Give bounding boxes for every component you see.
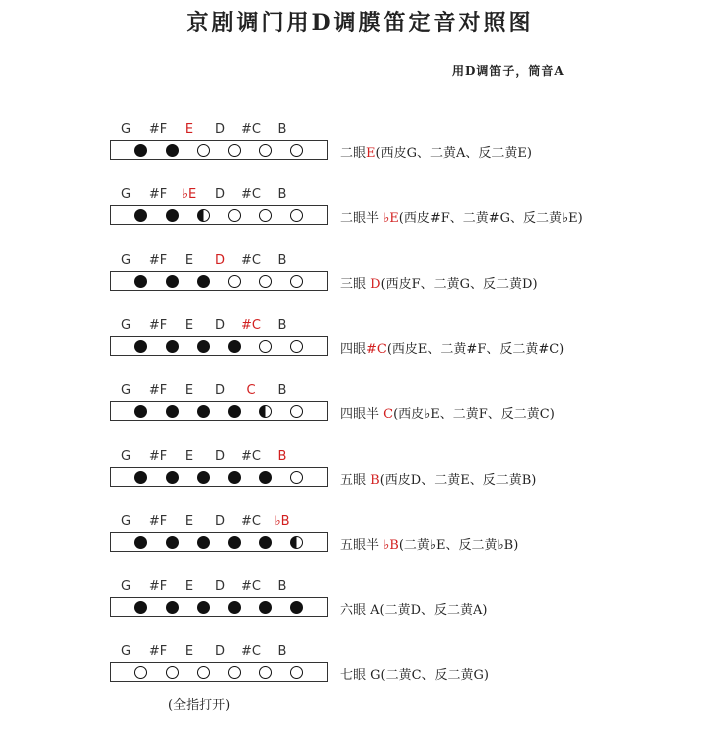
finger-hole-closed bbox=[134, 144, 147, 157]
flute-bar bbox=[110, 532, 328, 552]
note-label: #C bbox=[241, 187, 261, 203]
finger-hole-closed bbox=[166, 275, 179, 288]
fingering-row bbox=[0, 644, 720, 704]
finger-hole-open bbox=[259, 144, 272, 157]
key-desc-pre: 三眼 bbox=[340, 276, 371, 292]
note-label: #F bbox=[148, 644, 168, 660]
key-desc-pre: 五眼 bbox=[340, 472, 371, 488]
finger-hole-closed bbox=[166, 340, 179, 353]
finger-hole-open bbox=[197, 666, 210, 679]
finger-hole-closed bbox=[228, 601, 241, 614]
note-label: #F bbox=[148, 448, 168, 464]
finger-hole-open bbox=[197, 144, 210, 157]
finger-hole-closed bbox=[228, 471, 241, 484]
finger-hole-open bbox=[166, 666, 179, 679]
finger-hole-open bbox=[290, 471, 303, 484]
finger-hole-closed bbox=[134, 601, 147, 614]
note-label: B bbox=[277, 579, 287, 595]
note-label: G bbox=[120, 252, 132, 268]
fingering-row bbox=[0, 449, 720, 509]
note-label: #C bbox=[241, 448, 261, 464]
key-desc-post: (西皮F、二黄G、反二黄D) bbox=[380, 276, 538, 292]
note-label: ♭B bbox=[274, 513, 290, 529]
flute-bar bbox=[110, 401, 328, 421]
note-labels bbox=[108, 514, 328, 530]
finger-hole-closed bbox=[166, 601, 179, 614]
note-label: E bbox=[184, 644, 194, 660]
key-desc-pre: 二眼 bbox=[340, 146, 367, 161]
note-labels bbox=[108, 449, 328, 465]
finger-hole-open bbox=[228, 275, 241, 288]
note-label: G bbox=[120, 383, 132, 399]
note-label: D bbox=[214, 448, 225, 464]
note-label: G bbox=[120, 317, 132, 333]
page-title: 京剧调门用D调膜笛定音对照图 bbox=[186, 10, 534, 36]
note-label: G bbox=[120, 448, 132, 464]
finger-hole-closed bbox=[166, 405, 179, 418]
note-label: #F bbox=[148, 252, 168, 268]
note-label: B bbox=[277, 644, 287, 660]
key-desc-pre: 七眼 G(二黄C、反二黄G) bbox=[340, 668, 489, 684]
finger-hole-closed bbox=[290, 601, 303, 614]
finger-hole-closed bbox=[259, 471, 272, 484]
finger-hole-half bbox=[259, 405, 272, 418]
finger-hole-open bbox=[259, 666, 272, 679]
note-label: D bbox=[214, 317, 225, 333]
finger-hole-closed bbox=[228, 405, 241, 418]
flute-bar bbox=[110, 467, 328, 487]
flute-bar bbox=[110, 597, 328, 617]
note-label: #F bbox=[148, 579, 168, 595]
note-label: B bbox=[277, 122, 287, 137]
note-labels bbox=[108, 579, 328, 595]
finger-hole-open bbox=[290, 666, 303, 679]
note-label: #F bbox=[148, 317, 168, 333]
finger-hole-closed bbox=[197, 275, 210, 288]
key-desc-key: B bbox=[370, 472, 380, 488]
finger-hole-open bbox=[228, 666, 241, 679]
key-desc-post: (西皮#F、二黄#G、反二黄♭E) bbox=[398, 211, 583, 227]
note-label: #C bbox=[241, 252, 261, 268]
fingering-row bbox=[0, 122, 720, 182]
note-label: #F bbox=[148, 383, 168, 399]
flute-bar bbox=[110, 271, 328, 291]
flute-bar bbox=[110, 205, 328, 225]
note-label: B bbox=[277, 317, 287, 333]
finger-hole-closed bbox=[228, 536, 241, 549]
finger-hole-open bbox=[290, 209, 303, 222]
fingering-row bbox=[0, 579, 720, 639]
note-label: E bbox=[184, 579, 194, 595]
note-labels bbox=[108, 318, 328, 334]
finger-hole-closed bbox=[166, 144, 179, 157]
note-labels bbox=[108, 253, 328, 269]
finger-hole-open bbox=[290, 405, 303, 418]
fingering-row bbox=[0, 383, 720, 443]
note-label: D bbox=[214, 579, 225, 595]
key-desc-key: #C bbox=[366, 341, 387, 357]
note-label: #C bbox=[241, 122, 261, 137]
note-label: E bbox=[184, 317, 194, 333]
key-description bbox=[340, 469, 536, 488]
note-label: D bbox=[214, 383, 225, 399]
finger-hole-closed bbox=[166, 471, 179, 484]
note-label: C bbox=[246, 383, 256, 399]
note-label: D bbox=[214, 122, 225, 137]
finger-hole-closed bbox=[197, 601, 210, 614]
note-label: #C bbox=[241, 317, 261, 333]
key-desc-key: ♭E bbox=[383, 211, 399, 227]
finger-hole-closed bbox=[197, 471, 210, 484]
note-label: #C bbox=[241, 644, 261, 660]
finger-hole-open bbox=[259, 340, 272, 353]
key-description bbox=[340, 142, 532, 161]
finger-hole-closed bbox=[259, 601, 272, 614]
note-label: D bbox=[214, 513, 225, 529]
finger-hole-half bbox=[197, 209, 210, 222]
note-label: G bbox=[120, 644, 132, 660]
key-desc-pre: 六眼 A(二黄D、反二黄A) bbox=[340, 603, 488, 619]
key-desc-post: (西皮G、二黄A、反二黄E) bbox=[375, 146, 532, 161]
note-label: D bbox=[214, 187, 225, 203]
finger-hole-open bbox=[290, 144, 303, 157]
note-label: E bbox=[184, 448, 194, 464]
note-label: B bbox=[277, 252, 287, 268]
finger-hole-closed bbox=[197, 536, 210, 549]
finger-hole-closed bbox=[134, 471, 147, 484]
key-description bbox=[340, 534, 518, 553]
note-label: D bbox=[214, 252, 225, 268]
finger-hole-open bbox=[259, 209, 272, 222]
page-subtitle: 用D调笛子，筒音A bbox=[452, 64, 565, 78]
note-label: G bbox=[120, 579, 132, 595]
finger-hole-closed bbox=[134, 275, 147, 288]
finger-hole-open bbox=[228, 144, 241, 157]
finger-hole-closed bbox=[134, 209, 147, 222]
finger-hole-half bbox=[290, 536, 303, 549]
key-description bbox=[340, 338, 564, 357]
fingering-row bbox=[0, 318, 720, 378]
fingering-row bbox=[0, 187, 720, 247]
note-labels bbox=[108, 122, 328, 138]
note-label: G bbox=[120, 187, 132, 203]
key-description bbox=[340, 599, 487, 618]
note-label: B bbox=[277, 448, 287, 464]
key-desc-pre: 五眼半 bbox=[340, 537, 384, 553]
note-label: #F bbox=[148, 187, 168, 203]
key-desc-pre: 四眼 bbox=[340, 341, 367, 357]
key-description bbox=[340, 207, 583, 226]
key-desc-key: D bbox=[370, 276, 381, 292]
finger-hole-open bbox=[134, 666, 147, 679]
finger-hole-closed bbox=[134, 536, 147, 549]
note-labels bbox=[108, 187, 328, 203]
key-desc-post: (西皮D、二黄E、反二黄B) bbox=[379, 472, 537, 488]
key-desc-post: (二黄♭E、反二黄♭B) bbox=[398, 537, 519, 553]
finger-hole-open bbox=[290, 340, 303, 353]
finger-hole-closed bbox=[197, 340, 210, 353]
note-label: D bbox=[214, 644, 225, 660]
note-label: #C bbox=[241, 579, 261, 595]
finger-hole-closed bbox=[166, 209, 179, 222]
note-label: B bbox=[277, 383, 287, 399]
note-labels bbox=[108, 644, 328, 660]
finger-hole-closed bbox=[259, 536, 272, 549]
key-desc-key: E bbox=[366, 146, 376, 161]
note-labels bbox=[108, 383, 328, 399]
key-description bbox=[340, 664, 489, 683]
note-label: #F bbox=[148, 122, 168, 137]
key-description bbox=[340, 403, 555, 422]
flute-bar bbox=[110, 140, 328, 160]
finger-hole-open bbox=[290, 275, 303, 288]
key-desc-key: C bbox=[383, 407, 394, 423]
finger-hole-open bbox=[228, 209, 241, 222]
key-desc-pre: 四眼半 bbox=[340, 407, 384, 423]
key-desc-post: (西皮♭E、二黄F、反二黄C) bbox=[393, 407, 555, 423]
flute-bar bbox=[110, 662, 328, 682]
note-label: #C bbox=[241, 513, 261, 529]
note-label: E bbox=[184, 252, 194, 268]
finger-hole-closed bbox=[134, 340, 147, 353]
key-description bbox=[340, 273, 538, 292]
key-desc-post: (西皮E、二黄#F、反二黄#C) bbox=[386, 341, 565, 357]
finger-hole-closed bbox=[134, 405, 147, 418]
note-label: G bbox=[120, 513, 132, 529]
all-open-caption: (全指打开) bbox=[168, 698, 231, 713]
note-label: E bbox=[184, 383, 194, 399]
note-label: G bbox=[120, 122, 132, 137]
finger-hole-closed bbox=[228, 340, 241, 353]
note-label: E bbox=[184, 513, 194, 529]
fingering-row bbox=[0, 253, 720, 313]
finger-hole-closed bbox=[197, 405, 210, 418]
note-label: B bbox=[277, 187, 287, 203]
note-label: ♭E bbox=[181, 187, 197, 203]
key-desc-key: ♭B bbox=[383, 537, 399, 553]
finger-hole-closed bbox=[166, 536, 179, 549]
fingering-row bbox=[0, 514, 720, 574]
note-label: #F bbox=[148, 513, 168, 529]
finger-hole-open bbox=[259, 275, 272, 288]
note-label: E bbox=[184, 122, 194, 137]
flute-bar bbox=[110, 336, 328, 356]
key-desc-pre: 二眼半 bbox=[340, 211, 384, 227]
